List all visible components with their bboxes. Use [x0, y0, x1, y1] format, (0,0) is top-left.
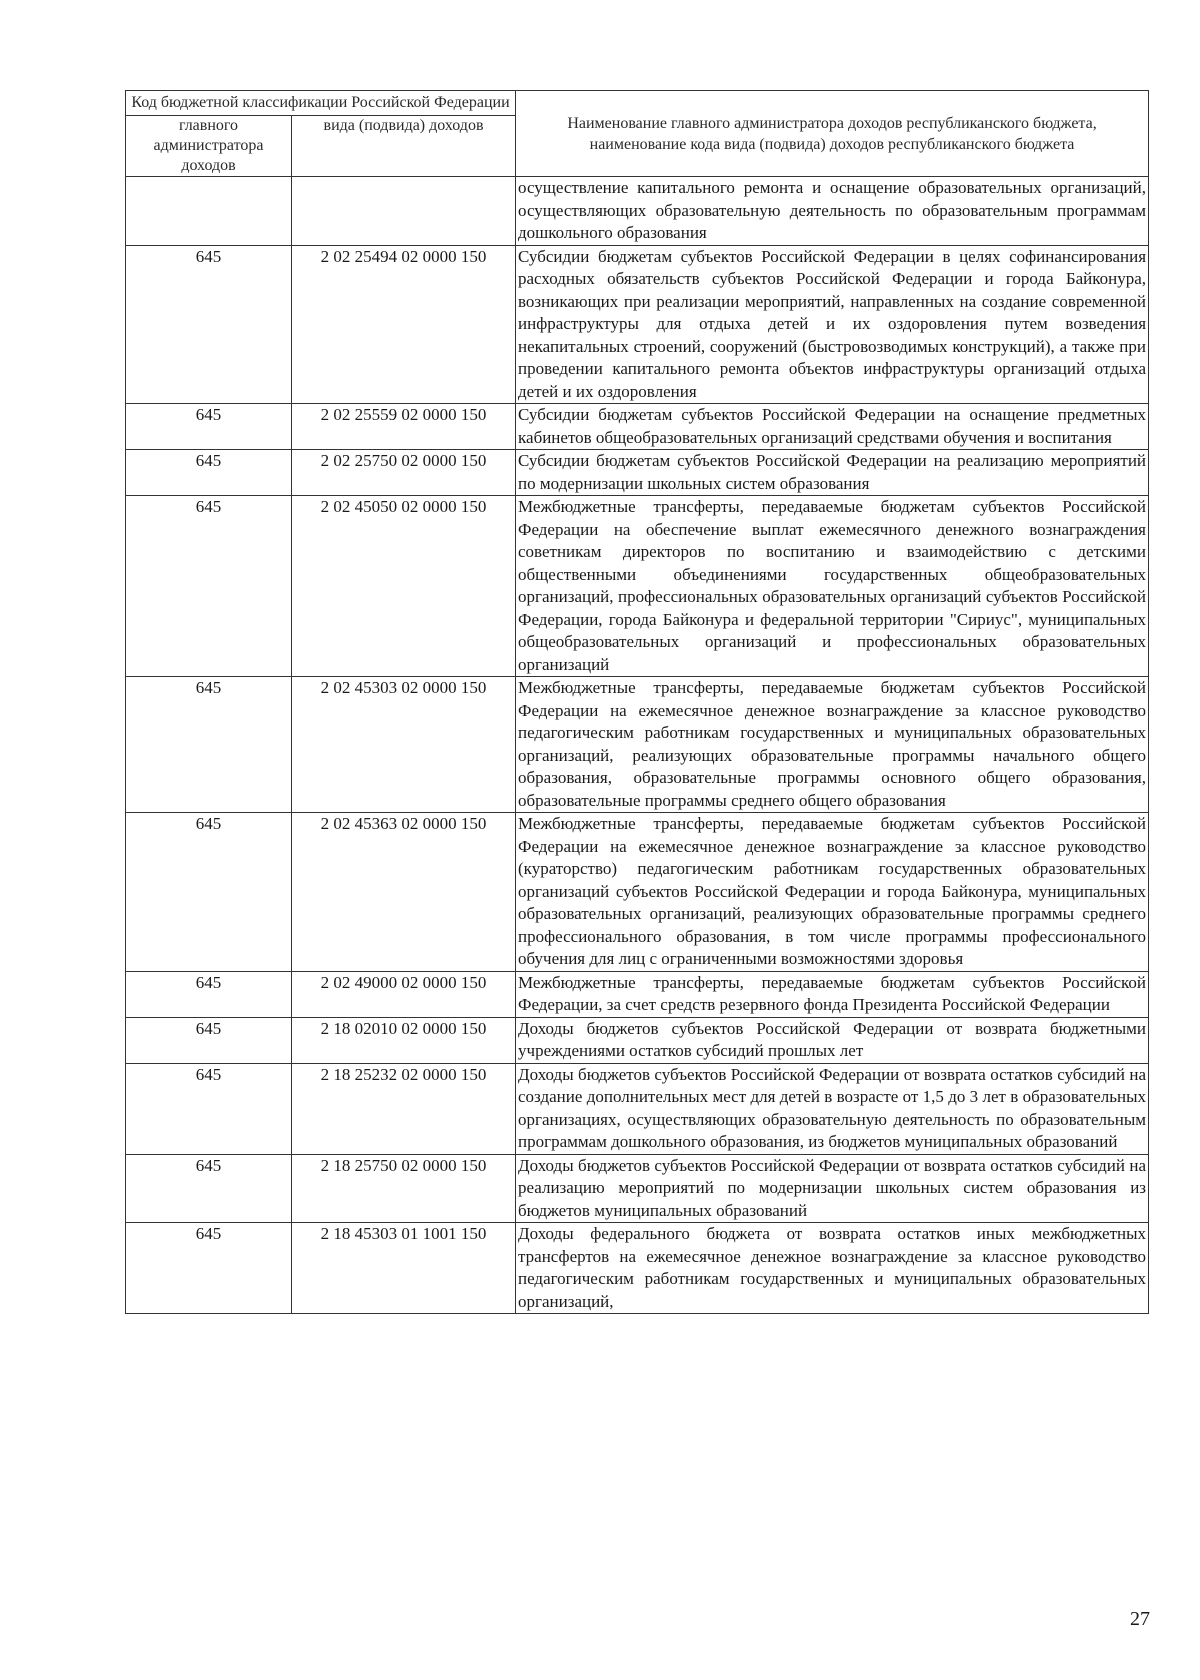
table-row [126, 245, 1149, 404]
header-group-title: Код бюджетной классификации Российской Федерации [126, 91, 516, 116]
admin-code-cell: 645 [126, 677, 292, 813]
table-header [126, 91, 1149, 177]
income-code-cell: 2 02 25750 02 0000 150 [292, 450, 516, 496]
income-name-cell: Доходы бюджетов субъектов Российской Федерации от возврата остатков субсидий на создание дополнительных мест для детей в возрасте от 1,5 до 3 лет в образовательных организациях, осуществляющих образовательную деятельность по образовательным программам дошкольного образования, из бюджетов муниципальных образований [516, 1063, 1149, 1154]
table-row [126, 1017, 1149, 1063]
table-row [126, 1154, 1149, 1223]
admin-code-cell: 645 [126, 450, 292, 496]
income-name-cell: Межбюджетные трансферты, передаваемые бюджетам субъектов Российской Федерации на ежемесячное денежное вознаграждение за классное руководство педагогическим работникам государственных и муниципальных образовательных организаций, реализующих образовательные программы начального общего образования, образовательные программы основного общего образования, образовательные программы среднего общего образования [516, 677, 1149, 813]
income-name-cell: Межбюджетные трансферты, передаваемые бюджетам субъектов Российской Федерации на обеспечение выплат ежемесячного денежного вознаграждения советникам директоров по воспитанию и взаимодействию с детскими общественными объединениями государственных общеобразовательных организаций, профессиональных образовательных организаций субъектов Российской Федерации, города Байконура и федеральной территории "Сириус", муниципальных общеобразовательных организаций и профессиональных образовательных организаций [516, 496, 1149, 677]
table-row [126, 1223, 1149, 1314]
admin-code-cell: 645 [126, 404, 292, 450]
income-name-cell: Доходы бюджетов субъектов Российской Федерации от возврата остатков субсидий на реализацию мероприятий по модернизации школьных систем образования из бюджетов муниципальных образований [516, 1154, 1149, 1223]
income-name-cell: Межбюджетные трансферты, передаваемые бюджетам субъектов Российской Федерации на ежемесячное денежное вознаграждение за классное руководство (кураторство) педагогическим работникам государственных образовательных организаций субъектов Российской Федерации и города Байконура, муниципальных образовательных организаций, реализующих образовательные программы среднего профессионального образования, в том числе программы профессионального обучения для лиц с ограниченными возможностями здоровья [516, 813, 1149, 972]
income-code-cell: 2 02 45050 02 0000 150 [292, 496, 516, 677]
header-admin-column: главного администратора доходов [126, 116, 292, 177]
table-row [126, 177, 1149, 246]
income-name-cell: Межбюджетные трансферты, передаваемые бюджетам субъектов Российской Федерации, за счет средств резервного фонда Президента Российской Федерации [516, 971, 1149, 1017]
page-number: 27 [1130, 1608, 1150, 1630]
income-code-cell: 2 18 45303 01 1001 150 [292, 1223, 516, 1314]
admin-code-cell: 645 [126, 245, 292, 404]
income-name-cell: Субсидии бюджетам субъектов Российской Федерации на оснащение предметных кабинетов общеобразовательных организаций средствами обучения и воспитания [516, 404, 1149, 450]
income-name-cell: осуществление капитального ремонта и оснащение образовательных организаций, осуществляющих образовательную деятельность по образовательным программам дошкольного образования [516, 177, 1149, 246]
income-code-cell: 2 18 25750 02 0000 150 [292, 1154, 516, 1223]
income-code-cell: 2 18 25232 02 0000 150 [292, 1063, 516, 1154]
income-name-cell: Субсидии бюджетам субъектов Российской Федерации в целях софинансирования расходных обязательств субъектов Российской Федерации и города Байконура, возникающих при реализации мероприятий, направленных на создание современной инфраструктуры для отдыха детей и их оздоровления путем возведения некапитальных строений, сооружений (быстровозводимых конструкций), а также при проведении капитального ремонта объектов инфраструктуры организаций отдыха детей и их оздоровления [516, 245, 1149, 404]
admin-code-cell: 645 [126, 971, 292, 1017]
table-row [126, 1063, 1149, 1154]
table-body [126, 177, 1149, 1314]
income-code-cell: 2 02 49000 02 0000 150 [292, 971, 516, 1017]
admin-code-cell: 645 [126, 813, 292, 972]
budget-classification-table [125, 90, 1149, 1314]
table-row [126, 971, 1149, 1017]
table-row [126, 450, 1149, 496]
income-name-cell: Субсидии бюджетам субъектов Российской Федерации на реализацию мероприятий по модернизации школьных систем образования [516, 450, 1149, 496]
header-kind-column: вида (подвида) доходов [292, 116, 516, 177]
table-row [126, 404, 1149, 450]
income-code-cell: 2 02 25494 02 0000 150 [292, 245, 516, 404]
admin-code-cell: 645 [126, 1154, 292, 1223]
income-code-cell [292, 177, 516, 246]
admin-code-cell: 645 [126, 1223, 292, 1314]
admin-code-cell: 645 [126, 1017, 292, 1063]
table-row [126, 496, 1149, 677]
income-code-cell: 2 02 45363 02 0000 150 [292, 813, 516, 972]
table-row [126, 813, 1149, 972]
admin-code-cell: 645 [126, 496, 292, 677]
income-name-cell: Доходы федерального бюджета от возврата остатков иных межбюджетных трансфертов на ежемесячное денежное вознаграждение за классное руководство педагогическим работникам государственных и муниципальных образовательных организаций, [516, 1223, 1149, 1314]
admin-code-cell [126, 177, 292, 246]
header-name-column: Наименование главного администратора доходов республиканского бюджета, наименование кода вида (подвида) доходов республиканского бюджета [516, 91, 1149, 177]
table-row [126, 677, 1149, 813]
admin-code-cell: 645 [126, 1063, 292, 1154]
income-name-cell: Доходы бюджетов субъектов Российской Федерации от возврата бюджетными учреждениями остатков субсидий прошлых лет [516, 1017, 1149, 1063]
income-code-cell: 2 02 25559 02 0000 150 [292, 404, 516, 450]
income-code-cell: 2 02 45303 02 0000 150 [292, 677, 516, 813]
income-code-cell: 2 18 02010 02 0000 150 [292, 1017, 516, 1063]
